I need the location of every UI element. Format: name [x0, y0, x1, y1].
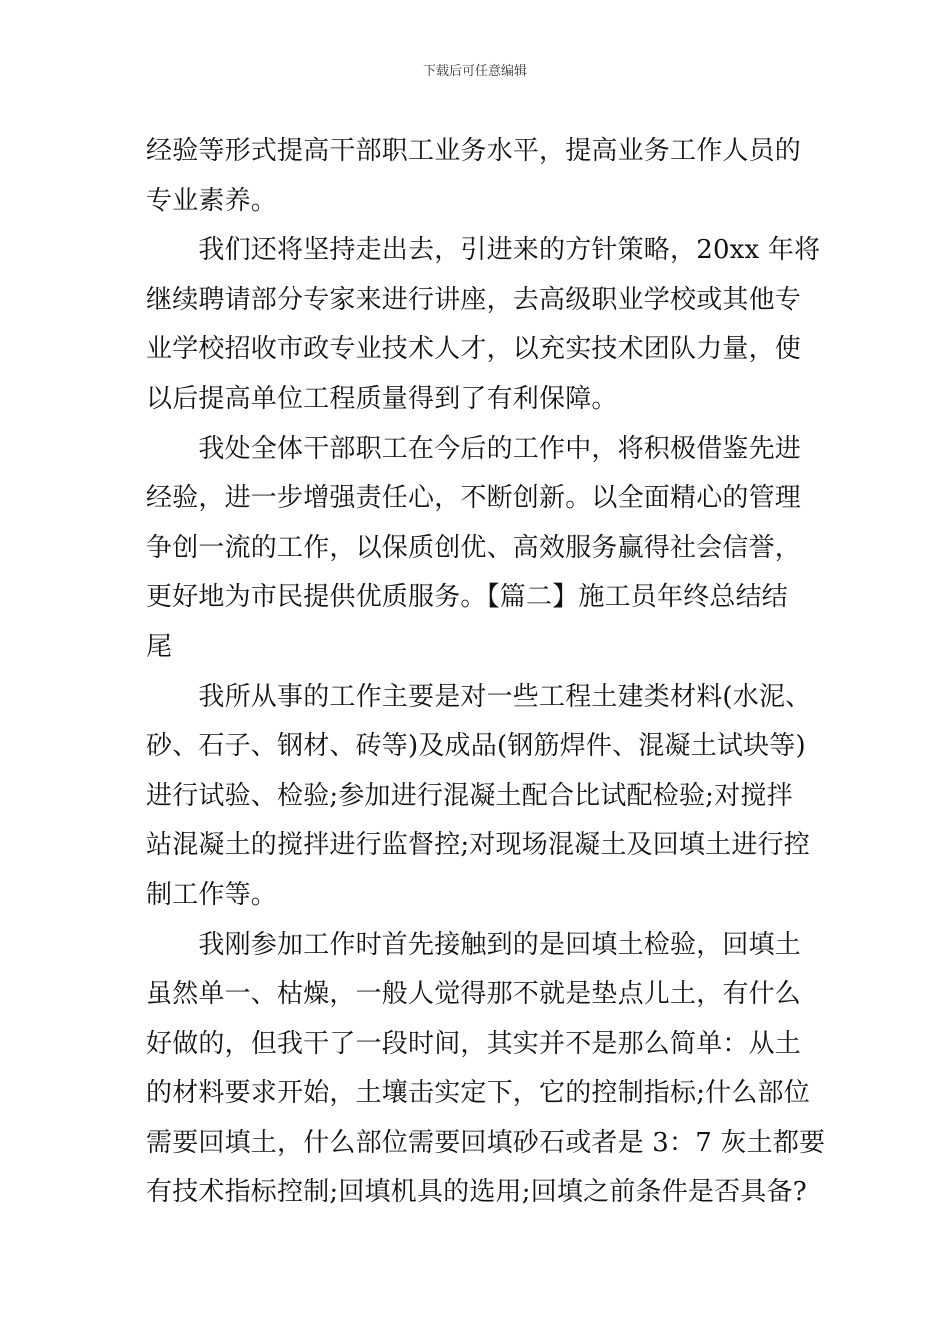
page-header: 下载后可任意编辑 [422, 64, 527, 79]
text-line: 继续聘请部分专家来进行讲座，去高级职业学校或其他专 [146, 284, 802, 315]
text-line: 以后提高单位工程质量得到了有利保障。 [146, 383, 618, 414]
text-line: 进行试验、检验;参加进行混凝土配合比试配检验;对搅拌 [146, 780, 793, 811]
document-body [146, 127, 826, 1218]
text-line: 有技术指标控制;回填机具的选用;回填之前条件是否具备? [146, 1177, 807, 1208]
text-line: 专业素养。 [146, 185, 278, 216]
text-line: 我刚参加工作时首先接触到的是回填土检验，回填土 [146, 929, 802, 960]
text-line: 我处全体干部职工在今后的工作中，将积极借鉴先进 [146, 433, 802, 464]
text-line: 制工作等。 [146, 879, 278, 910]
text-line: 好做的，但我干了一段时间，其实并不是那么简单：从土 [146, 1028, 802, 1059]
text-line: 需要回填土，什么部位需要回填砂石或者是 3：7 灰土都要 [146, 1127, 826, 1158]
text-line: 我所从事的工作主要是对一些工程土建类材料(水泥、 [146, 681, 812, 712]
text-line: 经验等形式提高干部职工业务水平，提高业务工作人员的 [146, 136, 802, 166]
text-line: 的材料要求开始，土壤击实定下，它的控制指标;什么部位 [146, 1078, 810, 1109]
text-line: 砂、石子、钢材、砖等)及成品(钢筋焊件、混凝土试块等) [146, 731, 806, 762]
text-line: 经验，进一步增强责任心，不断创新。以全面精心的管理 [146, 483, 802, 514]
text-line: 站混凝土的搅拌进行监督控;对现场混凝土及回填土进行控 [146, 830, 810, 861]
text-line: 更好地为市民提供优质服务。【篇二】施工员年终总结结 [146, 582, 789, 613]
text-line: 业学校招收市政专业技术人才，以充实技术团队力量，使 [146, 334, 802, 365]
text-line: 争创一流的工作，以保质创优、高效服务赢得社会信誉， [146, 532, 802, 563]
text-line: 尾 [146, 631, 173, 662]
text-line: 虽然单一、枯燥，一般人觉得那不就是垫点儿土，有什么 [146, 979, 802, 1010]
text-line: 我们还将坚持走出去，引进来的方针策略，20xx 年将 [146, 235, 821, 266]
